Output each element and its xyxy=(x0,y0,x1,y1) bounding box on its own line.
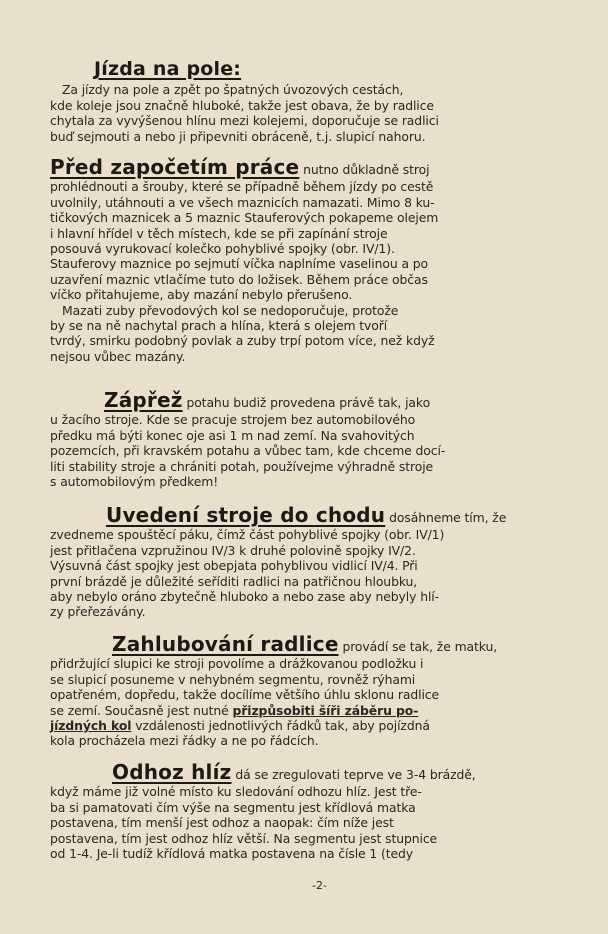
text-line: postavena, tím jest odhoz hlíz větší. Na segmentu jest stupnice xyxy=(50,830,438,846)
section-odhoz-hliz xyxy=(50,760,570,862)
text-line: ba si pamatovati čím výše na segmentu jest křídlová matka xyxy=(50,799,416,815)
text-line: dá se zregulovati teprve ve 3-4 brázdě, xyxy=(235,767,476,782)
text-line: tičkových maznicek a 5 maznic Stauferových pokapeme olejem xyxy=(50,210,439,226)
text-line: Mazati zuby převodových kol se nedoporučuje, protože xyxy=(62,302,399,318)
text-line: posouvá vyrukovací kolečko pohyblivé spojky (obr. IV/1). xyxy=(50,241,395,257)
heading-zaprez: Zápřež xyxy=(104,388,183,412)
text-line: prohlédnouti a šrouby, které se případně během jízdy po cestě xyxy=(50,179,434,195)
section-pred-zapocetim-prace xyxy=(50,155,570,364)
text-line: jest přitlačena vzpružinou IV/3 k druhé polovině spojky IV/2. xyxy=(50,542,416,558)
text-line: tvrdý, smirku podobný povlak a zuby trpí potom více, než když xyxy=(50,333,435,349)
text-line: pozemcích, při kravském potahu a vůbec tam, kde chceme docí- xyxy=(50,443,446,459)
text-line: přidržující slupici ke stroji povolíme a drážkovanou podložku i xyxy=(50,656,424,672)
page-number: -2- xyxy=(312,879,327,892)
text-line: potahu budiž provedena právě tak, jako xyxy=(186,395,431,410)
text-line: postavena, tím menší jest odhoz a naopak: čím níže jest xyxy=(50,815,394,831)
emphasis-text: přizpůsobiti šíři záběru po- xyxy=(232,702,419,718)
heading-uvedeni-stroje: Uvedení stroje do chodu xyxy=(106,503,386,527)
text-line: u žacího stroje. Kde se pracuje strojem bez automobilového xyxy=(50,412,416,428)
text-line: provádí se tak, že matku, xyxy=(342,639,498,654)
text-line: Stauferovy maznice po sejmutí víčka naplníme vaselinou a po xyxy=(50,256,429,272)
text-line: víčko přitahujeme, aby mazání nebylo přerušeno. xyxy=(50,287,353,303)
section-zahlubovani-radlice xyxy=(50,632,570,749)
text-line: se zemí. Současně jest nutné xyxy=(50,702,229,718)
section-uvedeni-stroje-do-chodu xyxy=(50,503,570,620)
text-line: od 1-4. Je-li tudíž křídlová matka postavena na čísle 1 (tedy xyxy=(50,846,414,862)
heading-jizda-na-pole: Jízda na pole: xyxy=(94,58,242,80)
text-line: Za jízdy na pole a zpět po špatných úvozových cestách, xyxy=(62,82,404,98)
text-line: buď sejmouti a nebo ji připevniti obráceně, t.j. slupicí nahoru. xyxy=(50,128,426,144)
text-line: kola procházela mezi řádky a ne po řádcích. xyxy=(50,733,319,749)
heading-pred-zapocetim-prace: Před započetím práce xyxy=(50,155,300,179)
text-line: dosáhneme tím, že xyxy=(389,510,507,525)
text-line: zy přeřezávány. xyxy=(50,604,146,620)
text-line: i hlavní hřídel v těch místech, kde se při zapínání stroje xyxy=(50,225,388,241)
text-line: by se na ně nachytal prach a hlína, která s olejem tvoří xyxy=(50,318,388,334)
text-line: aby nebylo oráno zbytečně hluboko a nebo zase aby nebyly hlí- xyxy=(50,589,439,605)
text-line: první brázdě je důležité seříditi radlici na patřičnou hloubku, xyxy=(50,573,418,589)
text-line: když máme již volné místo ku sledování odhozu hlíz. Jest tře- xyxy=(50,784,422,800)
text-line: kde koleje jsou značně hluboké, takže jest obava, že by radlice xyxy=(50,97,434,113)
text-line: se slupicí posuneme v nehybném segmentu, rovněž rýhami xyxy=(50,671,416,687)
text-line: s automobilovým předkem! xyxy=(50,474,219,490)
section-zaprez xyxy=(50,388,570,490)
text-line: nutno důkladně stroj xyxy=(303,162,430,177)
text-line: Výsuvná část spojky jest obepjata pohyblivou vidlicí IV/4. Při xyxy=(50,558,418,574)
text-line: vzdálenosti jednotlivých řádků tak, aby pojízdná xyxy=(135,718,430,734)
text-line: chytala za vyvýšenou hlínu mezi kolejemi, doporučuje se radlici xyxy=(50,113,439,129)
text-line: předku má býti konec oje asi 1 m nad zemí. Na svahovitých xyxy=(50,427,415,443)
section-jizda-na-pole xyxy=(50,58,570,144)
text-line: liti stability stroje a chrániti potah, používejme výhradně stroje xyxy=(50,458,434,474)
text-line: opatřeném, dopředu, takže docílíme většího úhlu sklonu radlice xyxy=(50,687,440,703)
text-line: uvolnily, utáhnouti a ve všech maznicích namazati. Mimo 8 ku- xyxy=(50,194,435,210)
heading-zahlubovani-radlice: Zahlubování radlice xyxy=(112,632,339,656)
text-line: uzavření maznic vtlačíme tuto do ložisek. Během práce občas xyxy=(50,271,428,287)
text-line: nejsou vůbec mazány. xyxy=(50,348,186,364)
emphasis-text: jízdných kol xyxy=(50,718,132,734)
text-line: zvedneme spouštěcí páku, čímž část pohyblivé spojky (obr. IV/1) xyxy=(50,527,445,543)
heading-odhoz-hliz: Odhoz hlíz xyxy=(112,760,232,784)
